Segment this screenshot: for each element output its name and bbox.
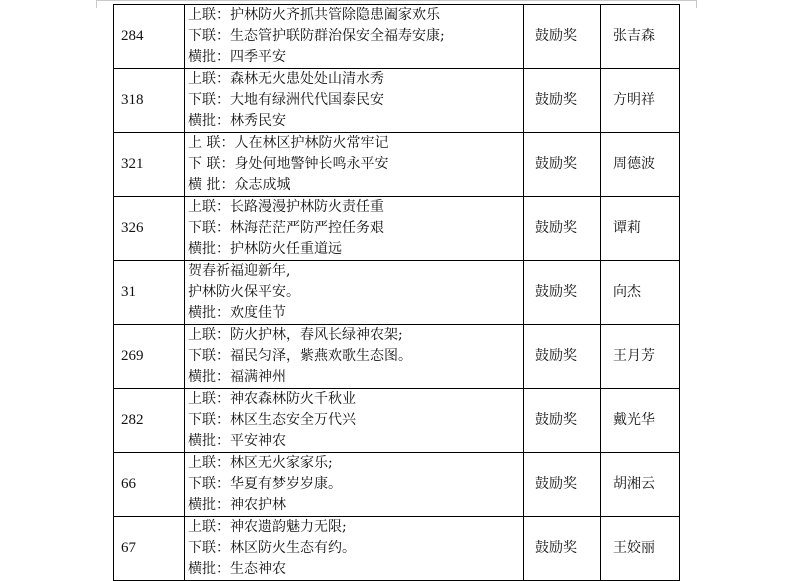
table-row [114,5,680,69]
author-name: 张吉森 [601,5,680,69]
author-name: 戴光华 [601,389,680,453]
entry-number: 284 [114,5,185,69]
table-row [114,389,680,453]
award-level: 鼓励奖 [524,69,601,133]
table-row [114,325,680,389]
table-row [114,453,680,517]
couplet-line: 上联：长路漫漫护林防火责任重 [188,199,384,215]
couplet-line: 横批：福满神州 [188,369,286,385]
author-name: 方明祥 [601,69,680,133]
couplet-line: 护林防火保平安。 [188,284,300,300]
award-level: 鼓励奖 [524,5,601,69]
award-level: 鼓励奖 [524,325,601,389]
couplet-line: 上联：防火护林，春风长绿神农架; [188,327,403,343]
entry-number: 318 [114,69,185,133]
table-row [114,69,680,133]
table-row [114,133,680,197]
couplet-text [185,69,524,133]
couplet-line: 下联：林海茫茫严防严控任务艰 [188,220,384,236]
couplet-line: 贺春祈福迎新年, [188,263,291,279]
couplet-line: 上联：护林防火齐抓共管除隐患阖家欢乐 [188,7,440,23]
page-corner-rule-right [696,0,697,8]
couplet-text [185,5,524,69]
couplet-text [185,325,524,389]
couplet-line: 横批：生态神农 [188,561,286,577]
table-body [114,5,680,581]
award-level: 鼓励奖 [524,517,601,581]
author-name: 胡湘云 [601,453,680,517]
page-top-rule [96,0,696,1]
couplet-line: 上联：林区无火家家乐; [188,455,333,471]
author-name: 谭莉 [601,197,680,261]
couplet-text [185,389,524,453]
couplet-line: 横批：平安神农 [188,433,286,449]
couplet-line: 横批：林秀民安 [188,113,286,129]
author-name: 王姣丽 [601,517,680,581]
author-name: 王月芳 [601,325,680,389]
entry-number: 269 [114,325,185,389]
couplet-line: 上 联：人在林区护林防火常牢记 [188,135,389,151]
entry-number: 31 [114,261,185,325]
couplet-text [185,517,524,581]
couplet-line: 下联：福民匀泽，紫燕欢歌生态图。 [188,348,412,364]
couplet-text [185,197,524,261]
couplet-text [185,133,524,197]
couplet-text [185,453,524,517]
couplet-line: 下联：华夏有梦岁岁康。 [188,476,342,492]
award-level: 鼓励奖 [524,197,601,261]
author-name: 周德波 [601,133,680,197]
award-level: 鼓励奖 [524,389,601,453]
award-level: 鼓励奖 [524,133,601,197]
table-row [114,261,680,325]
couplet-line: 横 批：众志成城 [188,177,291,193]
award-level: 鼓励奖 [524,261,601,325]
entry-number: 282 [114,389,185,453]
couplet-line: 下联：生态管护联防群治保安全福寿安康; [188,28,445,44]
couplet-line: 横批：四季平安 [188,49,286,65]
couplet-line: 上联：神农遗韵魅力无限; [188,519,347,535]
couplet-awards-table [113,4,680,581]
couplet-line: 横批：欢度佳节 [188,305,286,321]
couplet-line: 上联：森林无火患处处山清水秀 [188,71,384,87]
entry-number: 66 [114,453,185,517]
couplet-line: 下联：林区防火生态有约。 [188,540,356,556]
couplet-line: 横批：护林防火任重道远 [188,241,342,257]
table-row [114,517,680,581]
entry-number: 321 [114,133,185,197]
couplet-line: 横批：神农护林 [188,497,286,513]
couplet-line: 下 联：身处何地警钟长鸣永平安 [188,156,389,172]
page-corner-rule-left [96,0,97,8]
entry-number: 326 [114,197,185,261]
couplet-line: 下联：大地有绿洲代代国泰民安 [188,92,384,108]
couplet-text [185,261,524,325]
entry-number: 67 [114,517,185,581]
couplet-line: 上联：神农森林防火千秋业 [188,391,356,407]
author-name: 向杰 [601,261,680,325]
couplet-line: 下联：林区生态安全万代兴 [188,412,356,428]
award-level: 鼓励奖 [524,453,601,517]
table-row [114,197,680,261]
